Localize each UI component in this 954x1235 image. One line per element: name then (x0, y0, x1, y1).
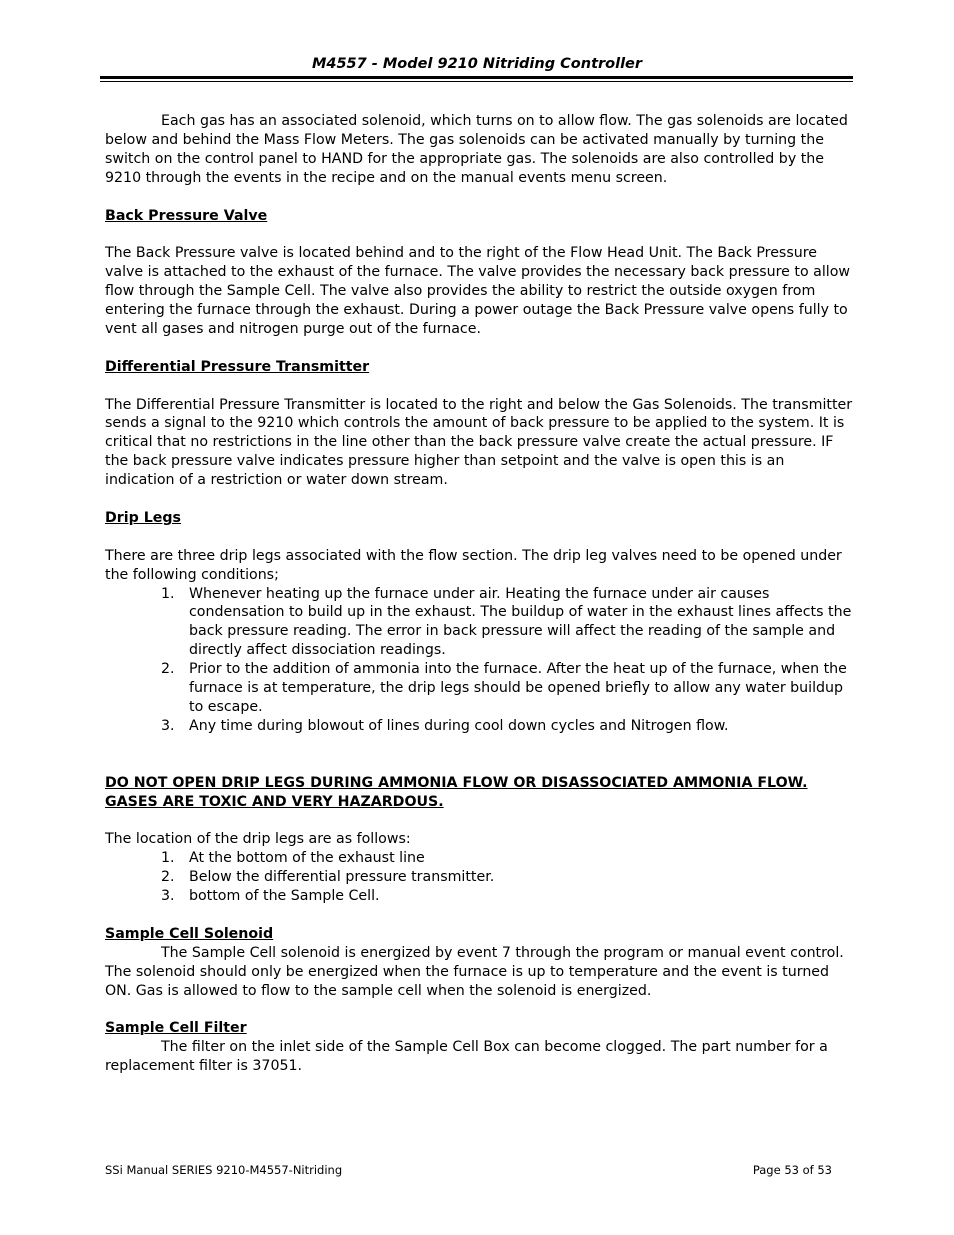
page-body (105, 112, 853, 1076)
drip-legs-paragraph: There are three drip legs associated with the flow section. The drip leg valves need to be opened under the following conditions; (105, 547, 842, 583)
list-item: 1. Whenever heating up the furnace under air. Heating the furnace under air causes condensation to build up in the exhaust. The buildup of water in the exhaust lines affects the back pressure reading. The error in back pressure will affect the reading of the sample and directly affect dissociation readings. (161, 585, 852, 659)
footer-manual-title: SSi Manual SERIES 9210-M4557-Nitriding (105, 1163, 343, 1177)
header-rule-thin (100, 81, 853, 82)
page-title: M4557 - Model 9210 Nitriding Controller (311, 56, 643, 72)
drip-legs-warning: DO NOT OPEN DRIP LEGS DURING AMMONIA FLOW OR DISASSOCIATED AMMONIA FLOW. GASES ARE TOXIC AND VERY HAZARDOUS. (105, 774, 808, 810)
drip-legs-heading: Drip Legs (105, 509, 181, 526)
sample-cell-filter-paragraph: The filter on the inlet side of the Sample Cell Box can become clogged. The part number for a replacement filter is 37051. (105, 1039, 828, 1075)
back-pressure-paragraph: The Back Pressure valve is located behind and to the right of the Flow Head Unit. The Back Pressure valve is attached to the exhaust of the furnace. The valve provides the necessary back pressure to allow flow through the Sample Cell. The valve also provides the ability to restrict the outside oxygen from entering the furnace through the exhaust. During a power outage the Back Pressure valve opens fully to vent all gases and nitrogen purge out of the furnace. (105, 245, 851, 337)
drip-legs-location-intro: The location of the drip legs are as follows: (105, 831, 411, 848)
drip-legs-conditions-list (105, 585, 853, 736)
dp-transmitter-paragraph: The Differential Pressure Transmitter is located to the right and below the Gas Solenoids. The transmitter sends a signal to the 9210 which controls the amount of back pressure to be applied to the system. It is critical that no restrictions in the line other than the back pressure valve create the actual pressure. IF the back pressure valve indicates pressure higher than setpoint and the valve is open this is an indication of a restriction or water down stream. (105, 396, 853, 489)
sample-cell-solenoid-paragraph: The Sample Cell solenoid is energized by event 7 through the program or manual event control. The solenoid should only be energized when the furnace is up to temperature and the event is turned ON. Gas is allowed to flow to the sample cell when the solenoid is energized. (105, 944, 844, 999)
drip-legs-locations-list (105, 849, 853, 906)
list-item: 2. Below the differential pressure transmitter. (161, 869, 495, 886)
intro-paragraph: Each gas has an associated solenoid, which turns on to allow flow. The gas solenoids are located below and behind the Mass Flow Meters. The gas solenoids can be activated manually by turning the switch on the control panel to HAND for the appropriate gas. The solenoids are also controlled by the 9210 through the events in the recipe and on the manual events menu screen. (105, 113, 848, 186)
header-rule (100, 76, 853, 79)
sample-cell-solenoid-heading: Sample Cell Solenoid (105, 925, 274, 942)
list-item: 3. Any time during blowout of lines during cool down cycles and Nitrogen flow. (161, 717, 729, 734)
footer-page-number: Page 53 of 53 (752, 1163, 832, 1177)
back-pressure-heading: Back Pressure Valve (105, 207, 268, 224)
list-item: 1. At the bottom of the exhaust line (161, 850, 425, 867)
list-item: 3. bottom of the Sample Cell. (161, 888, 380, 905)
sample-cell-filter-heading: Sample Cell Filter (105, 1020, 247, 1037)
list-item: 2. Prior to the addition of ammonia into the furnace. After the heat up of the furnace, when the furnace is at temperature, the drip legs should be opened briefly to allow any water buildup to escape. (161, 661, 847, 715)
dp-transmitter-heading: Differential Pressure Transmitter (105, 358, 370, 375)
